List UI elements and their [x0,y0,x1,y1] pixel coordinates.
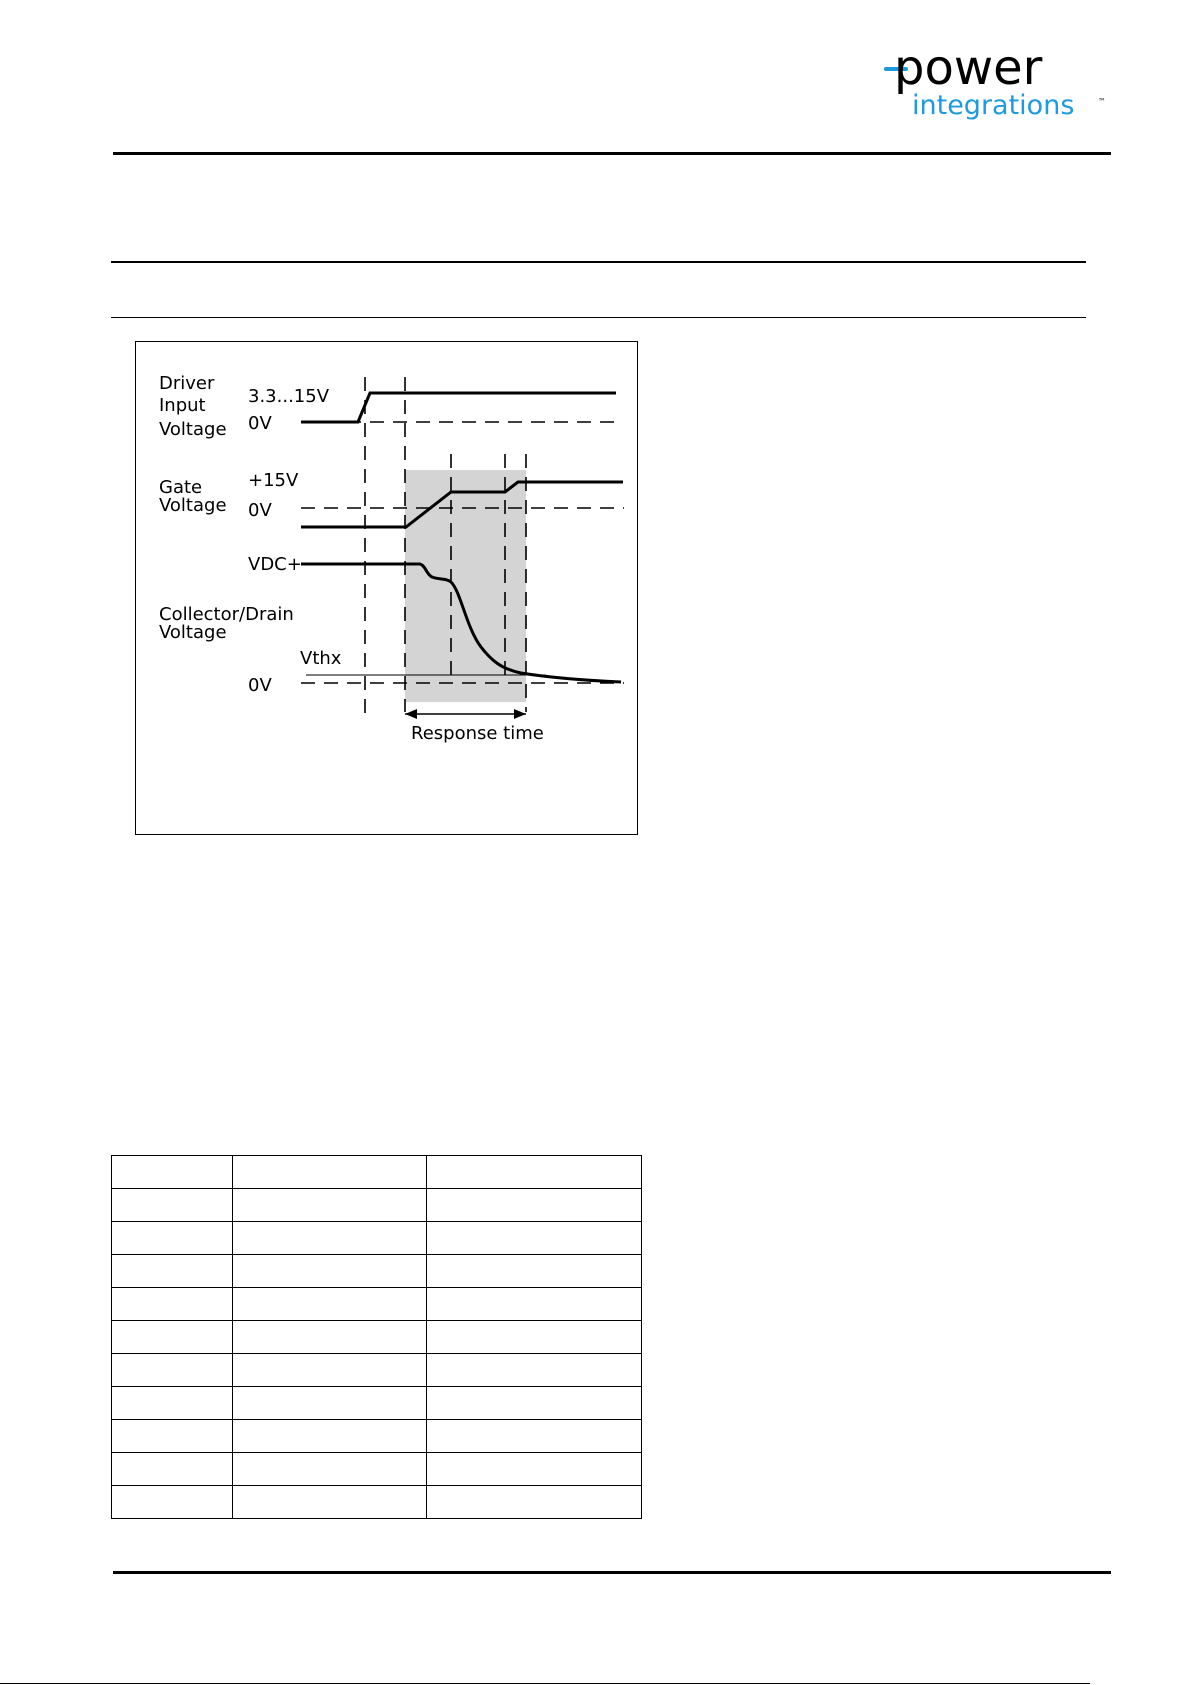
table-cell [233,1354,427,1387]
table-cell [427,1255,642,1288]
label-vdc: VDC+ [248,554,302,575]
response-region-shade [405,470,526,702]
table-cell [112,1156,233,1189]
label-gate-voltage: Voltage [159,495,227,516]
table-cell [233,1387,427,1420]
label-input-high: 3.3...15V [248,386,330,407]
timing-diagram [135,341,638,835]
table-cell [112,1453,233,1486]
label-input-voltage: Voltage [159,419,227,440]
logo-word-power: power [894,40,1043,96]
label-collector-voltage: Voltage [159,622,227,643]
table-cell [427,1156,642,1189]
label-input: Input [159,395,206,416]
label-gate-zero: 0V [248,500,272,521]
label-collector-zero: 0V [248,675,272,696]
table-cell [112,1288,233,1321]
table-cell [233,1255,427,1288]
table-row [112,1387,642,1420]
label-driver: Driver [159,373,215,394]
table-cell [427,1321,642,1354]
table-row [112,1222,642,1255]
table-cell [233,1222,427,1255]
table-row [112,1189,642,1222]
table-cell [427,1222,642,1255]
table-cell [427,1189,642,1222]
table-cell [112,1255,233,1288]
page-bottom-rule [0,1683,1090,1684]
section-rule-top [111,261,1086,263]
table-cell [427,1486,642,1519]
table-cell [233,1156,427,1189]
table-cell [112,1420,233,1453]
table-row [112,1453,642,1486]
data-table [111,1155,642,1519]
label-collector-drain: Collector/Drain [159,604,294,625]
driver-input-waveform [301,393,616,422]
table-row [112,1156,642,1189]
table-cell [233,1288,427,1321]
table-row [112,1255,642,1288]
table-cell [427,1288,642,1321]
logo-trademark: ™ [1098,97,1106,106]
table-cell [427,1387,642,1420]
table-row [112,1420,642,1453]
response-time-arrow [405,709,526,719]
table-cell [233,1486,427,1519]
table-cell [427,1420,642,1453]
table-cell [233,1453,427,1486]
header-rule [113,152,1111,155]
label-vth: Vthx [300,648,342,669]
section-rule-bottom [111,317,1086,318]
data-table-body [112,1156,642,1519]
label-response-time: Response time [411,723,544,744]
label-gate: Gate [159,477,203,498]
table-row [112,1288,642,1321]
table-cell [233,1420,427,1453]
footer-rule [113,1571,1111,1574]
table-cell [427,1453,642,1486]
table-cell [427,1354,642,1387]
table-cell [112,1486,233,1519]
table-row [112,1321,642,1354]
timing-diagram-canvas [136,342,639,836]
table-cell [112,1222,233,1255]
table-cell [233,1189,427,1222]
logo-word-integrations: integrations [912,90,1075,121]
table-cell [112,1321,233,1354]
table-cell [112,1354,233,1387]
label-input-zero: 0V [248,413,272,434]
table-row [112,1354,642,1387]
table-cell [233,1321,427,1354]
label-gate-high: +15V [248,470,299,491]
table-cell [112,1387,233,1420]
power-integrations-logo [880,40,1110,130]
table-row [112,1486,642,1519]
table-cell [112,1189,233,1222]
